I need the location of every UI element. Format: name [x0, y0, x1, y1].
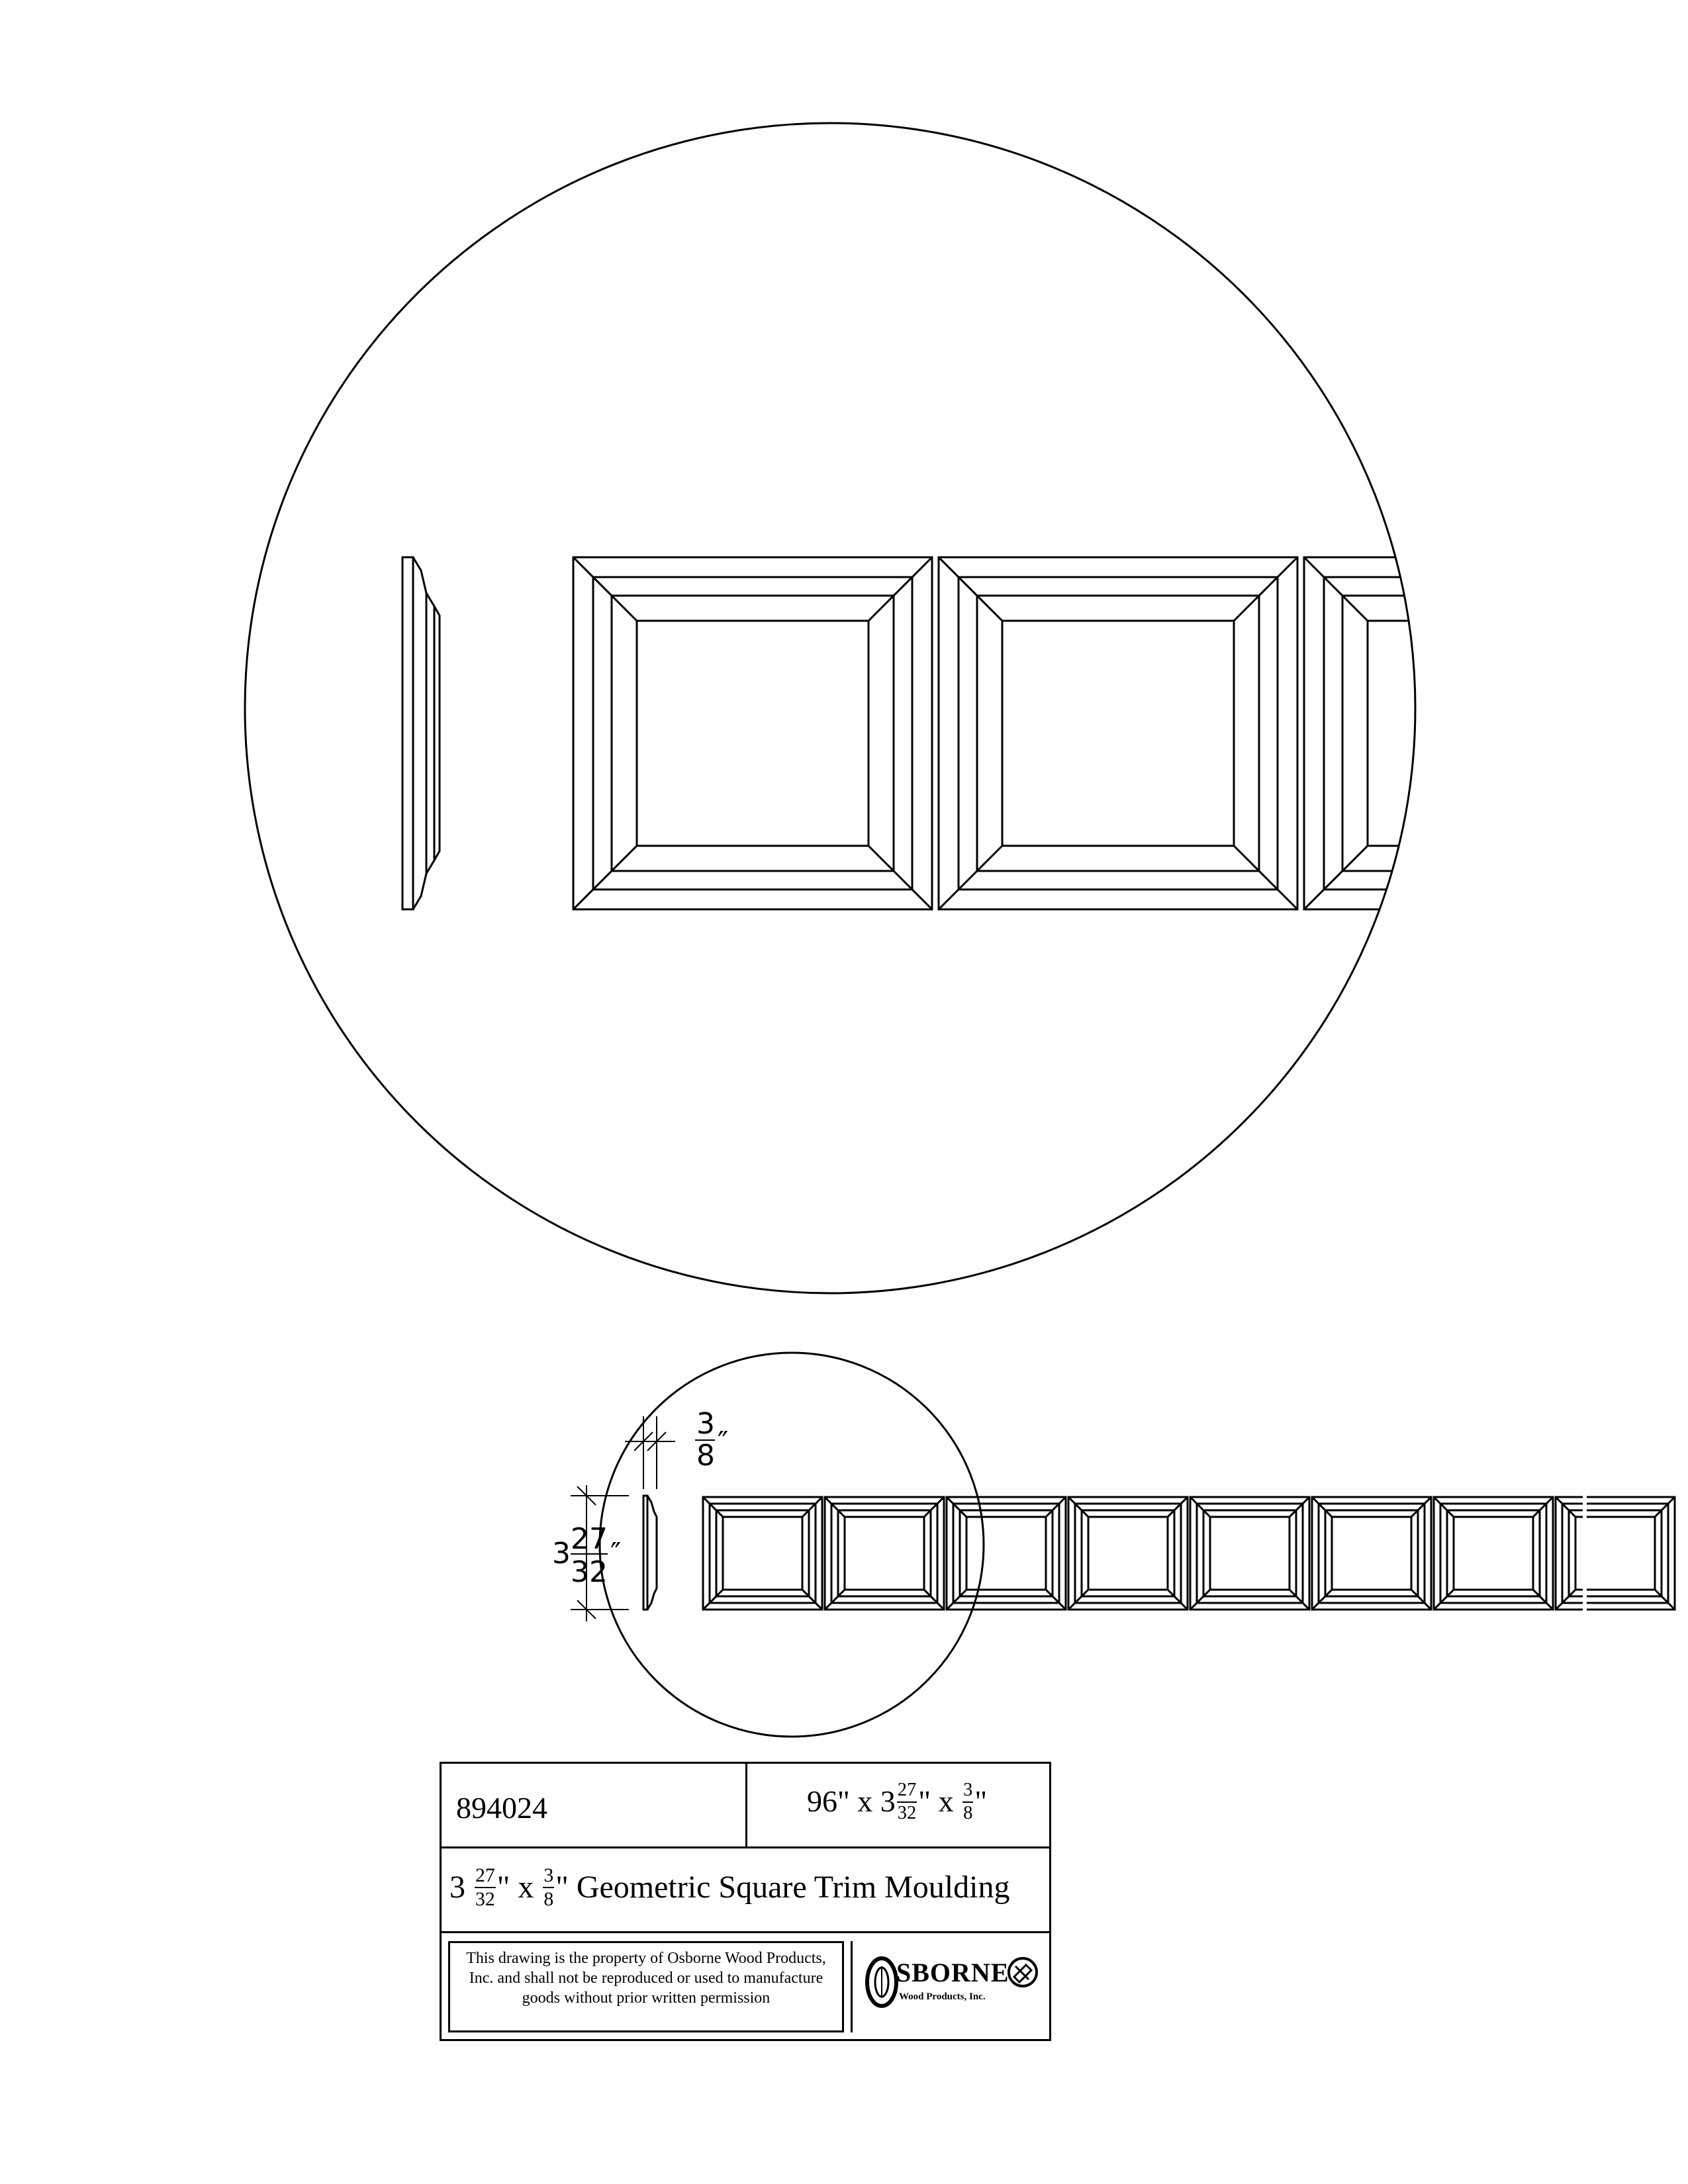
overall-width-unit: "	[918, 1784, 931, 1819]
moulding-square-panel	[939, 557, 1297, 909]
dimension-thickness-denominator: 8	[696, 1439, 715, 1473]
overall-width-fraction	[897, 1781, 917, 1823]
company-logo	[851, 1941, 1041, 2032]
title-block-top-row	[442, 1764, 1049, 1848]
moulding-square-panel	[1556, 1497, 1675, 1610]
times-sign: x	[938, 1784, 954, 1819]
copyright-notice: This drawing is the property of Osborne Wood Products, Inc. and shall not be reproduced or used to manufacture goods without prior written permission	[466, 1950, 826, 2007]
moulding-face-view	[703, 1493, 1675, 1615]
product-title-fraction-2	[543, 1866, 554, 1909]
moulding-square-panel	[1312, 1497, 1431, 1610]
product-title-whole: 3	[449, 1869, 465, 1905]
overall-width-numerator: 27	[897, 1781, 917, 1803]
overall-thickness-unit: "	[974, 1784, 988, 1819]
logo-subtitle: Wood Products, Inc.	[899, 1991, 986, 2002]
product-title-unit-1: "	[496, 1869, 510, 1905]
detail-circle	[245, 123, 1415, 1293]
dimension-width-whole: 3	[552, 1537, 571, 1570]
overall-thickness-numerator: 3	[962, 1781, 973, 1803]
product-title-numerator-1: 27	[475, 1866, 496, 1888]
product-title-denominator-1: 32	[475, 1888, 495, 1910]
moulding-square-panel	[1304, 557, 1663, 909]
overall-size	[807, 1780, 988, 1825]
overall-thickness-denominator: 8	[963, 1802, 973, 1823]
dimension-width-unit: ″	[610, 1537, 622, 1570]
overall-width-denominator: 32	[897, 1802, 917, 1823]
times-sign: x	[857, 1784, 873, 1819]
moulding-square-panel	[573, 557, 932, 909]
moulding-square-panel	[825, 1497, 944, 1610]
product-title	[449, 1864, 1010, 1912]
enlarged-face-view	[573, 557, 1663, 909]
dimension-width-numerator: 27	[571, 1522, 608, 1556]
enlarged-profile-view	[402, 557, 440, 909]
title-block-product-row	[442, 1848, 1049, 1933]
title-block	[440, 1762, 1051, 2041]
moulding-square-panel	[1068, 1497, 1188, 1610]
moulding-square-panel	[703, 1497, 822, 1610]
moulding-square-panel	[947, 1497, 1066, 1610]
moulding-square-panel	[1434, 1497, 1553, 1610]
product-title-rest: " Geometric Square Trim Moulding	[555, 1869, 1010, 1905]
copyright-notice-box	[448, 1941, 844, 2032]
overall-size-cell	[747, 1764, 1049, 1846]
logo-hammer-icon	[1006, 1956, 1039, 1989]
logo-wordmark: SBORNE	[896, 1958, 1009, 1987]
moulding-square-panel	[1190, 1497, 1309, 1610]
small-profile-view	[643, 1496, 657, 1610]
dimension-thickness-unit: ″	[718, 1426, 729, 1459]
overall-width-whole: 3	[880, 1784, 896, 1819]
title-block-bottom-row	[442, 1933, 1049, 2039]
product-title-fraction-1	[475, 1866, 496, 1909]
product-title-denominator-2: 8	[543, 1888, 554, 1910]
part-number-cell	[442, 1764, 747, 1846]
part-number: 894024	[456, 1791, 547, 1825]
overall-thickness-fraction	[962, 1781, 973, 1823]
dimension-thickness	[625, 1416, 675, 1489]
product-title-times: x	[518, 1869, 534, 1905]
product-title-numerator-2: 3	[543, 1866, 554, 1888]
dimension-width-denominator: 32	[571, 1555, 608, 1589]
overall-length: 96"	[807, 1784, 850, 1819]
dimension-thickness-numerator: 3	[696, 1407, 715, 1441]
